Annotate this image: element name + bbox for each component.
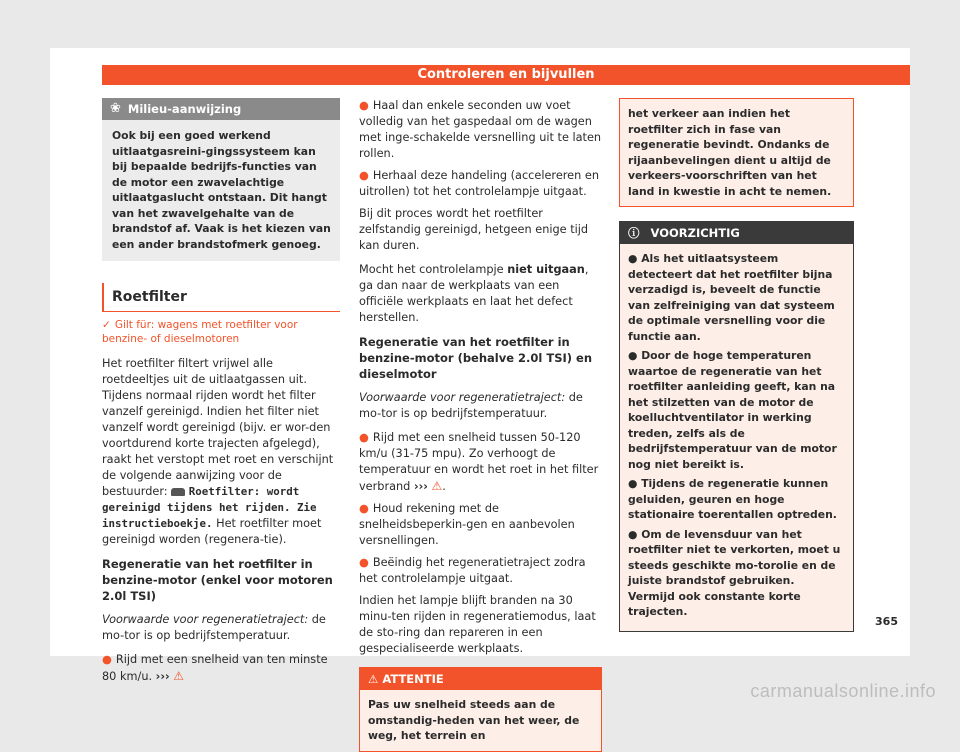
- attention-box: [359, 667, 602, 752]
- left-column: [102, 98, 340, 691]
- check-icon: ✓: [102, 319, 111, 331]
- watermark: carmanualsonline.info: [750, 681, 936, 701]
- bullet-dot: ●: [102, 653, 112, 666]
- condition-text: de mo-tor is op bedrijfstemperatuur.: [102, 613, 326, 642]
- bullet-item: [628, 527, 845, 620]
- bullet-text: Beëindig het regeneratietraject zodra het controlelampje uitgaat.: [359, 556, 586, 585]
- emphasis-text: niet uitgaan: [507, 263, 585, 276]
- bullet-item: [628, 348, 845, 472]
- bullet-text: Herhaal deze handeling (accelereren en uitrollen) tot het controlelampje uitgaat.: [359, 169, 599, 198]
- warning-triangle-icon: ⚠: [431, 479, 443, 493]
- subheading: Regeneratie van het roetfilter in benzine-motor (behalve 2.0l TSI) en dieselmotor: [359, 335, 593, 381]
- subheading: Regeneratie van het roetfilter in benzine-motor (enkel voor motoren 2.0l TSI): [102, 557, 333, 603]
- attention-title: ATTENTIE: [382, 672, 444, 686]
- paragraph-text: Mocht het controlelampje: [359, 263, 504, 276]
- page-number: 365: [875, 615, 898, 628]
- bullet-text: Om de levensduur van het roetfilter niet te verkorten, moet u steeds geschikte mo-torolie en de juiste brandstof gebruiken. Vermijd ook constante korte trajecten.: [628, 527, 841, 618]
- bullet-dot: ●: [628, 477, 642, 490]
- paragraph-text-end: Het roetfilter moet gereinigd worden (regenera-tie).: [102, 517, 322, 546]
- bullet-item: [359, 501, 602, 549]
- bullet-dot: ●: [359, 431, 369, 444]
- paragraph-text-end: , ga dan naar de werkplaats van een officiële werkplaats en laat het defect herstellen.: [359, 263, 589, 324]
- caution-title: VOORZICHTIG: [650, 226, 740, 240]
- bullet-text: Houd rekening met de snelheidsbeperkin-gen en aanbevolen versnellingen.: [359, 502, 575, 547]
- caution-body: [620, 244, 853, 631]
- bullet-dot: ●: [359, 169, 369, 182]
- continued-marker: ›››: [155, 670, 170, 683]
- bullet-text: Rijd met een snelheid tussen 50-120 km/u (31-75 mpu). Zo verhoogt de temperatuur en wordt het roet in het filter verbrand: [359, 431, 599, 493]
- bullet-dot: ●: [628, 349, 642, 362]
- car-warning-icon: [171, 488, 185, 496]
- environment-note-header: [102, 98, 340, 120]
- bullet-text: Als het uitlaatsysteem detecteert dat het roetfilter bijna verzadigd is, beveelt de functie van zelfreiniging van dat systeem de optimale versnelling voor die functie aan.: [628, 252, 835, 343]
- caution-header: [620, 222, 853, 244]
- paragraph: Indien het lampje blijft branden na 30 minu-ten rijden in regeneratiemodus, laat de sto-ring dan repareren in een gespecialiseerde werkplaats.: [359, 594, 596, 655]
- paragraph: [359, 262, 602, 326]
- section-title: Roetfilter: [102, 283, 340, 312]
- bullet-dot: ●: [628, 527, 642, 541]
- bullet-text: Door de hoge temperaturen waartoe de regeneratie van het roetfilter aanleiding geeft, kan na het stilzetten van de motor de koelluchtventilator in werking treden, zelfs als de bedrijfstemperatuur van de motor nog niet bereikt is.: [628, 349, 837, 471]
- bullet-item: [102, 652, 340, 685]
- bullet-text: Rijd met een snelheid van ten minste 80 km/u.: [102, 653, 328, 683]
- bullet-dot: ●: [359, 502, 369, 515]
- flower-icon: ❀: [110, 101, 121, 116]
- environment-note-box: [102, 98, 340, 261]
- warning-triangle-icon: ⚠: [173, 669, 184, 683]
- attention-header: [360, 668, 601, 690]
- condition-label: Voorwaarde voor regeneratietraject:: [102, 613, 309, 626]
- continued-marker: ›››: [413, 480, 428, 493]
- paragraph-text: Het roetfilter filtert vrijwel alle roetdeeltjes uit de uitlaatgassen uit. Tijdens normaal rijden wordt het filter vanzelf gereinigd. Indien het filter niet vanzelf wordt gereinigd (bijv. er wor-den voortdurend korte trajecten afgelegd), raakt het verstopt met roet en verschijnt de volgende aanwijzing voor de bestuurder:: [102, 357, 334, 498]
- bullet-dot: ●: [359, 556, 369, 569]
- caution-box: [619, 221, 854, 632]
- applies-to-text: Gilt für: wagens met roetfilter voor benzine- of dieselmotoren: [102, 319, 298, 345]
- bullet-item: ● Rijd met een snelheid tussen 50-120 km/u (31-75 mpu). Zo verhoogt de temperatuur en wordt het roet in het filter verbrand ››› ⚠.: [359, 431, 599, 493]
- display-message: Roetfilter: wordt gereinigd tijdens het rijden. Zie instructieboekje.: [102, 485, 317, 530]
- applies-to-note: [102, 318, 340, 346]
- paragraph: Bij dit proces wordt het roetfilter zelfstandig gereinigd, hetgeen enige tijd kan duren.: [359, 207, 589, 252]
- page-header: Controleren en bijvullen: [102, 65, 910, 85]
- environment-note-title: Milieu-aanwijzing: [127, 102, 242, 116]
- paragraph: [102, 356, 340, 548]
- bullet-item: [359, 555, 602, 587]
- bullet-item: [628, 476, 845, 523]
- middle-column: [359, 98, 602, 752]
- bullet-dot: ●: [628, 252, 642, 265]
- environment-note-text: Ook bij een goed werkend uitlaatgasreini-gingssysteem kan bij bepaalde bedrijfs-functies van de motor een zwavelachtige uitlaatgaslucht ontstaan. Dit hangt van het zwavelgehalte van de brandstof af. Vaak is het kiezen van een ander brandstofmerk genoeg.: [112, 129, 331, 251]
- attention-text: Pas uw snelheid steeds aan de omstandig-heden van het weer, de weg, het terrein en: [360, 690, 601, 751]
- warning-triangle-icon: ⚠: [368, 672, 379, 686]
- attention-continued-text: het verkeer aan indien het roetfilter zich in fase van regeneratie bevindt. Ondanks de rijaanbevelingen dient u altijd de verkeers-voorschriften van het land in kwestie in acht te nemen.: [619, 98, 854, 207]
- condition-paragraph: [102, 612, 340, 644]
- condition-text: de mo-tor is op bedrijfstemperatuur.: [359, 391, 583, 420]
- condition-paragraph: [359, 390, 602, 422]
- bullet-item: [628, 251, 845, 344]
- bullet-text: Haal dan enkele seconden uw voet volledig van het gaspedaal om de wagen met inge-schakelde versnelling uit te laten rollen.: [359, 99, 602, 160]
- bullet-dot: ●: [359, 99, 369, 112]
- bullet-text: Tijdens de regeneratie kunnen geluiden, geuren en hoge stationaire toerentallen optreden.: [628, 477, 837, 521]
- bullet-item: [359, 168, 602, 200]
- condition-label: Voorwaarde voor regeneratietraject:: [359, 391, 566, 404]
- info-circle-icon: ⓘ: [628, 226, 640, 240]
- right-column: [619, 98, 854, 632]
- bullet-item: [359, 98, 602, 162]
